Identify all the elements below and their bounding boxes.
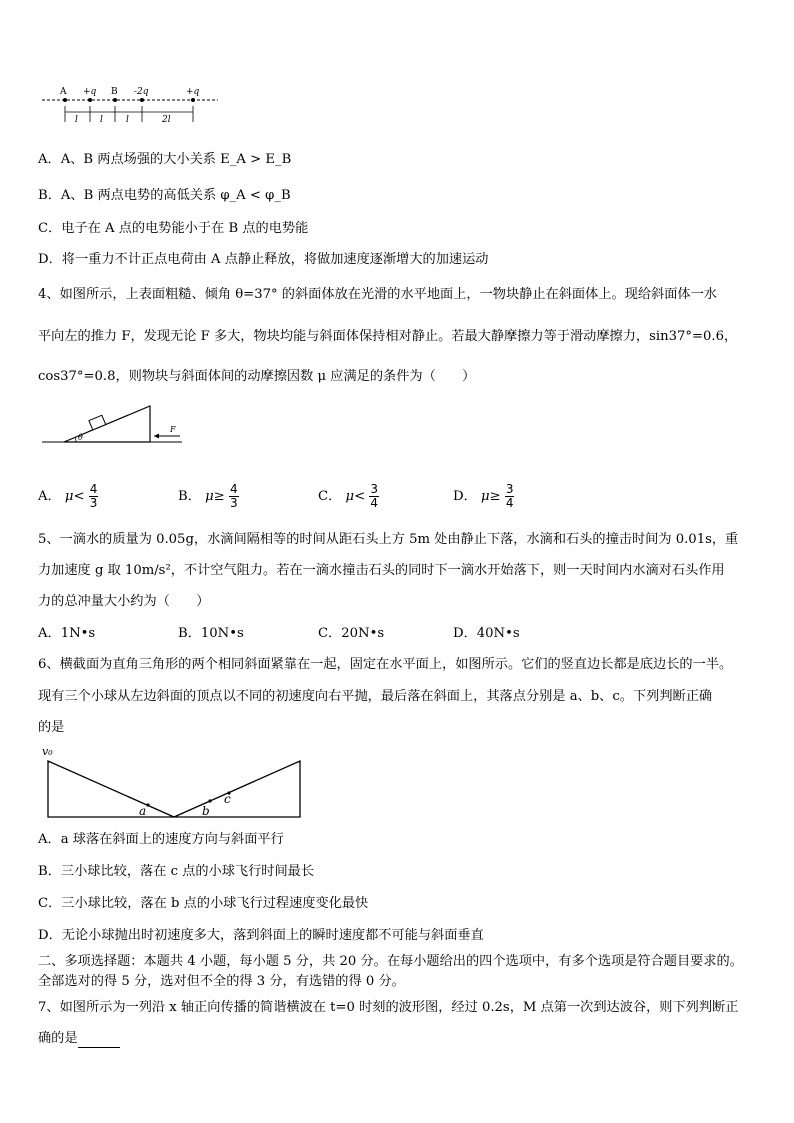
q5-option-b: B．10N•s [178,626,244,641]
q6-line-3: 的是 [38,720,65,735]
q3-option-d: D．将一重力不计正点电荷由 A 点静止释放，将做加速度逐渐增大的加速运动 [38,252,489,267]
section2-line-1: 二、多项选择题：本题共 4 小题，每小题 5 分，共 20 分。在每小题给出的四个选项中，有多个选项是符合题目要求的。 [38,954,743,969]
q4-line-3: cos37°=0.8，则物块与斜面体间的动摩擦因数 μ 应满足的条件为（ ） [38,369,476,384]
double-incline-figure [38,743,308,821]
section2-line-2: 全部选对的得 5 分，选对但不全的得 3 分，有选错的得 0 分。 [38,974,405,989]
q3-option-a: A．A、B 两点场强的大小关系 E_A > E_B [38,152,292,167]
point-B [113,98,117,102]
angle-label: θ [78,433,83,442]
label-plus-q-1: +q [83,87,97,97]
q4-option-b: B． μ≥ $\frac{4}{3}$ [178,482,238,510]
q6-option-b: B．三小球比较，落在 c 点的小球飞行时间最长 [38,864,315,879]
label-minus-2q: -2q [134,87,149,97]
point-plus-q-2 [191,98,195,102]
incline-figure [42,402,192,448]
seg-1: l [75,115,78,125]
q4-option-d: D． μ≥ $\frac{3}{4}$ [453,482,514,510]
label-B: B [111,87,118,97]
q5-line-2: 力加速度 g 取 10m/s²，不计空气阻力。若在一滴水撞击石头的同时下一滴水开始落下，则一天时间内水滴对石头作用 [38,563,725,578]
q5-option-d: D．40N•s [453,626,520,641]
q5-line-1: 5、一滴水的质量为 0.05g，水滴间隔相等的时间从距石头上方 5m 处由静止下落，水滴和石头的撞击时间为 0.01s，重 [38,532,739,547]
seg-2: l [100,115,103,125]
block [89,415,106,430]
q3-option-b: B．A、B 两点电势的高低关系 φ_A < φ_B [38,188,291,203]
label-c: c [224,792,231,806]
point-b [208,799,211,802]
q6-option-a: A．a 球落在斜面上的速度方向与斜面平行 [38,832,284,847]
label-plus-q-2: +q [186,87,200,97]
q5-option-a: A．1N•s [38,626,96,641]
label-a: a [139,804,147,818]
q6-line-2: 现有三个小球从左边斜面的顶点以不同的初速度向右平抛，最后落在斜面上，其落点分别是 a、b、c。下列判断正确 [38,689,713,704]
q5-line-3: 力的总冲量大小约为（ ） [38,594,210,609]
point-minus-2q [140,98,144,102]
q3-option-c: C．电子在 A 点的电势能小于在 B 点的电势能 [38,221,309,236]
q5-option-c: C．20N•s [318,626,385,641]
q7-line-2: 确的是 [38,1030,120,1048]
q4-option-c: C． μ< $\frac{3}{4}$ [318,482,378,510]
q6-option-d: D．无论小球抛出时初速度多大，落到斜面上的瞬时速度都不可能与斜面垂直 [38,928,484,943]
q4-line-1: 4、如图所示，上表面粗糙、倾角 θ=37° 的斜面体放在光滑的水平地面上，一物块静止在斜面体上。现给斜面体一水 [38,287,717,302]
v0-label: v₀ [42,745,53,758]
label-A: A [60,87,67,97]
q4-line-2: 平向左的推力 F，发现无论 F 多大，物块均能与斜面体保持相对静止。若最大静摩擦力等于滑动摩擦力，sin37°=0.6， [38,329,738,344]
seg-3: l [126,115,129,125]
seg-4: 2l [162,115,171,125]
q7-line-1: 7、如图所示为一列沿 x 轴正向传播的简谐横波在 t=0 时刻的波形图，经过 0.2s，M 点第一次到达波谷，则下列判断正 [38,1000,739,1015]
force-label: F [170,425,176,434]
point-a [146,803,149,806]
q4-option-a: A． μ< $\frac{4}{3}$ [38,482,98,510]
q6-line-1: 6、横截面为直角三角形的两个相同斜面紧靠在一起，固定在水平面上，如图所示。它们的竖直边长都是底边长的一半。 [38,657,733,672]
answer-blank [78,1033,120,1048]
point-A [63,98,67,102]
q6-option-c: C．三小球比较，落在 b 点的小球飞行过程速度变化最快 [38,896,369,911]
point-plus-q-1 [88,98,92,102]
charge-line-figure [38,82,228,128]
label-b: b [202,804,210,818]
